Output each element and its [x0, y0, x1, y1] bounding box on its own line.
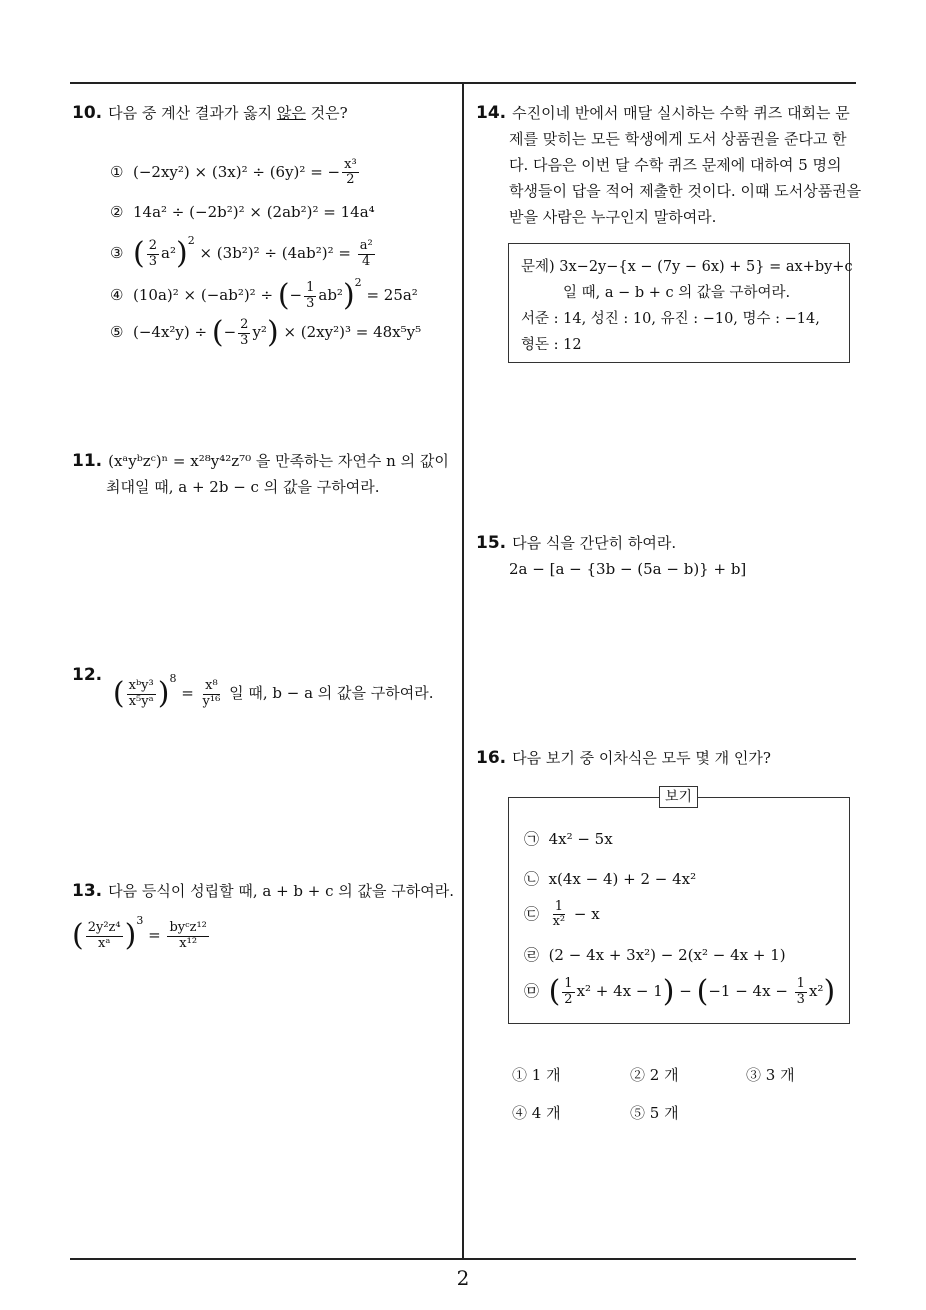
question-10	[72, 100, 457, 126]
question-number: 12.	[72, 665, 103, 685]
example-item-4: ㉣ (2 − 4x + 3x²) − 2(x² − 4x + 1)	[524, 946, 786, 964]
question-text: 다음 중 계산 결과가 옳지	[108, 104, 277, 122]
question-13: 13. 다음 등식이 성립할 때, a + b + c 의 값을 구하여라. ( $\frac{\text{2y²z⁴}}{\text{xᵃ}}$ )$^3$ = $\frac{\text{byᶜz¹²}}{\text{x¹²}}$	[72, 881, 455, 953]
underlined-word: 않은	[276, 104, 306, 122]
example-item-5: ㉤ ( $\frac{1}{2}$ x² + 4x − 1) − (−1 − 4x − $\frac{1}{3}$ x²)	[524, 974, 836, 1009]
question-text-line-1: (xᵃyᵇzᶜ)ⁿ = x²⁸y⁴²z⁷⁰ 을 만족하는 자연수 n 의 값이	[108, 452, 449, 470]
question-16	[476, 745, 862, 771]
question-text: 다음 식을 간단히 하여라.	[512, 534, 677, 552]
q16-choice-5[interactable]: ⑤ 5 개	[630, 1104, 679, 1122]
question-number: 14.	[476, 103, 507, 123]
example-item-2: ㉡ x(4x − 4) + 2 − 4x²	[524, 870, 697, 888]
question-text: 일 때, b − a 의 값을 구하여라.	[224, 684, 434, 702]
q10-option-5[interactable]: ⑤ (−4x²y) ÷ (− $\frac{2}{3}$ y²) × (2xy²)³ = 48x⁵y⁵	[110, 315, 422, 350]
q16-choice-4[interactable]: ④ 4 개	[512, 1104, 561, 1122]
question-text-end: 것은?	[305, 104, 348, 122]
q14-problem-box	[508, 243, 853, 363]
box-line-2: 일 때, a − b + c 의 값을 구하여라.	[563, 285, 791, 301]
example-item-1: ㉠ 4x² − 5x	[524, 830, 613, 848]
q10-option-2[interactable]: ② 14a² ÷ (−2b²)² × (2ab²)² = 14a⁴	[110, 203, 375, 221]
question-number: 15.	[476, 533, 507, 553]
page-number: 2	[456, 1266, 470, 1290]
example-item-3: ㉢ $\frac{1}{\text{x²}}$ − x	[524, 899, 600, 930]
box-line-4: 형돈 : 12	[521, 337, 582, 353]
question-text: 다음 등식이 성립할 때, a + b + c 의 값을 구하여라.	[108, 882, 455, 900]
box-label: 보기	[659, 786, 698, 808]
q10-option-1[interactable]: ① (−2xy²) × (3x)² ÷ (6y)² = − $\frac{\text{x³}}{2}$	[110, 157, 357, 188]
question-15	[476, 530, 862, 582]
question-number: 10.	[72, 103, 103, 123]
bottom-rule	[70, 1258, 856, 1260]
expression: 2a − [a − {3b − (5a − b)} + b]	[509, 560, 747, 578]
question-number: 13.	[72, 881, 103, 901]
question-11	[72, 448, 462, 500]
q16-choice-1[interactable]: ① 1 개	[512, 1066, 561, 1084]
q10-option-4[interactable]: ④ (10a)² × (−ab²)² ÷ (− $\frac{1}{3}$ ab²)$^2$ = 25a²	[110, 276, 418, 313]
q16-choice-2[interactable]: ② 2 개	[630, 1066, 679, 1084]
question-12: 12. ( $\frac{\text{xᵇy³}}{\text{x⁵yᵃ}}$ )$^8$ = $\frac{\text{x⁸}}{\text{y¹⁶}}$ 일 때, b − a 의 값을 구하여라.	[72, 665, 434, 711]
column-divider	[462, 83, 464, 1258]
question-text-line-2: 최대일 때, a + 2b − c 의 값을 구하여라.	[106, 478, 380, 496]
question-number: 16.	[476, 748, 507, 768]
question-text: 다음 보기 중 이차식은 모두 몇 개 인가?	[512, 749, 771, 767]
q10-option-3[interactable]: ③ ( $\frac{2}{3}$ a²)$^2$ × (3b²)² ÷ (4ab²)² = $\frac{\text{a²}}{4}$	[110, 234, 373, 271]
q16-choice-3[interactable]: ③ 3 개	[746, 1066, 795, 1084]
box-line-1: 문제) 3x−2y−{x − (7y − 6x) + 5} = ax+by+c	[521, 259, 853, 275]
question-14: 14. 수진이네 반에서 매달 실시하는 수학 퀴즈 대회는 문 제를 맞히는 모든 학생에게 도서 상품권을 준다고 한 다. 다음은 이번 달 수학 퀴즈 문제에 대하여 5 명의 학생들이 답을 적어 제출한 것이다. 이때 도서상품권을 받을 사람은 누구인지 말하여라.	[476, 103, 862, 226]
question-number: 11.	[72, 451, 103, 471]
box-line-3: 서준 : 14, 성진 : 10, 유진 : −10, 명수 : −14,	[521, 311, 820, 327]
